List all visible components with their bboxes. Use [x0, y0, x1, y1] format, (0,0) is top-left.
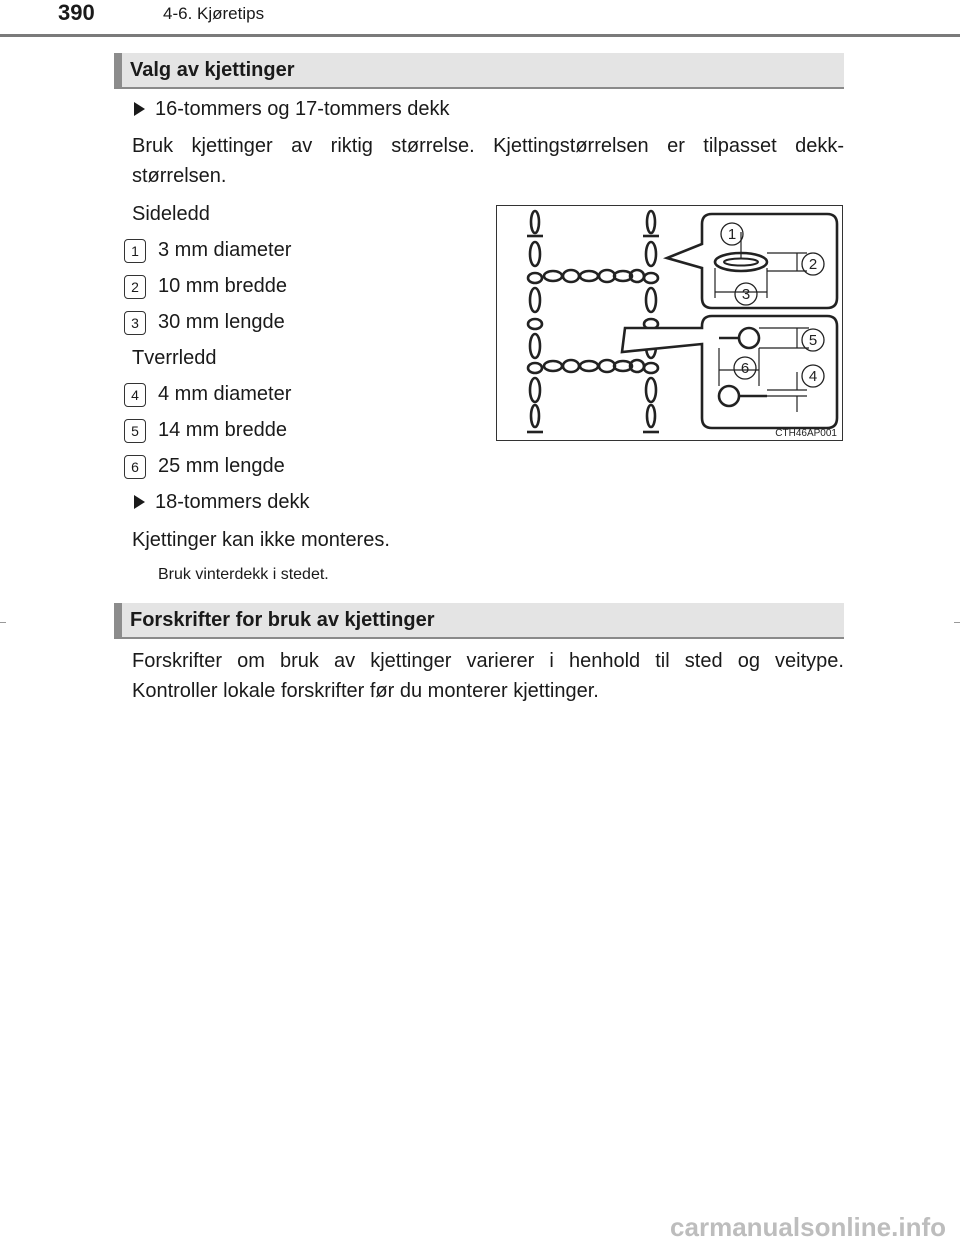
callout-number: 3	[741, 286, 751, 303]
page-number: 390	[58, 0, 95, 25]
section-heading-chain-regulations	[114, 603, 844, 639]
number-badge: 5	[124, 419, 146, 443]
watermark-text: carmanualsonline.info	[670, 1212, 946, 1242]
right-chain	[643, 211, 659, 432]
callout-number: 2	[808, 256, 818, 273]
section-title: Forskrifter for bruk av kjettinger	[130, 609, 435, 631]
subheading-side-links: Sideledd	[132, 203, 210, 225]
number-badge: 2	[124, 275, 146, 299]
header-rule	[0, 34, 960, 37]
item-text: 3 mm diameter	[158, 239, 292, 261]
figure-code: CTH46AP001	[775, 428, 837, 439]
callout-number: 6	[740, 360, 750, 377]
number-badge: 4	[124, 383, 146, 407]
triangle-bullet-icon	[134, 495, 145, 509]
paragraph-line: Forskrifter om bruk av kjettinger varierer i henhold til sted og veitype.	[132, 650, 844, 672]
callout-number: 5	[808, 332, 818, 349]
cross-chain-top	[544, 270, 644, 282]
section-heading-chain-selection	[114, 53, 844, 89]
section-title: Valg av kjettinger	[130, 59, 295, 81]
left-chain	[527, 211, 543, 432]
number-badge: 6	[124, 455, 146, 479]
item-text: 14 mm bredde	[158, 419, 287, 441]
item-text: 10 mm bredde	[158, 275, 287, 297]
triangle-bullet-icon	[134, 102, 145, 116]
paragraph-line: størrelsen.	[132, 165, 227, 187]
item-text: 4 mm diameter	[158, 383, 292, 405]
chapter-title: 4-6. Kjøretips	[163, 4, 265, 23]
callout-number: 1	[727, 226, 737, 243]
paragraph-line: Kontroller lokale forskrifter før du monterer kjettinger.	[132, 680, 599, 702]
crop-mark	[954, 622, 960, 623]
number-badge: 1	[124, 239, 146, 263]
subheading-cross-links: Tverrledd	[132, 347, 217, 369]
heading-accent	[114, 53, 122, 87]
bullet-text: 16-tommers og 17-tommers dekk	[155, 98, 450, 120]
cross-chain-bottom	[544, 360, 644, 372]
page-header	[0, 0, 960, 36]
callout-number: 4	[808, 368, 818, 385]
bullet-tire-size	[134, 487, 310, 517]
paragraph-line: Bruk kjettinger av riktig størrelse. Kjettingstørrelsen er tilpasset dekk-	[132, 135, 844, 157]
item-text: 25 mm lengde	[158, 455, 285, 477]
chain-diagram	[497, 206, 841, 439]
note-text: Bruk vinterdekk i stedet.	[158, 566, 329, 583]
number-badge: 3	[124, 311, 146, 335]
item-text: 30 mm lengde	[158, 311, 285, 333]
bullet-tire-size	[134, 94, 450, 124]
paragraph: Kjettinger kan ikke monteres.	[132, 529, 390, 551]
bullet-text: 18-tommers dekk	[155, 491, 310, 513]
tire-chain-illustration	[496, 205, 843, 441]
heading-accent	[114, 603, 122, 637]
crop-mark	[0, 622, 6, 623]
